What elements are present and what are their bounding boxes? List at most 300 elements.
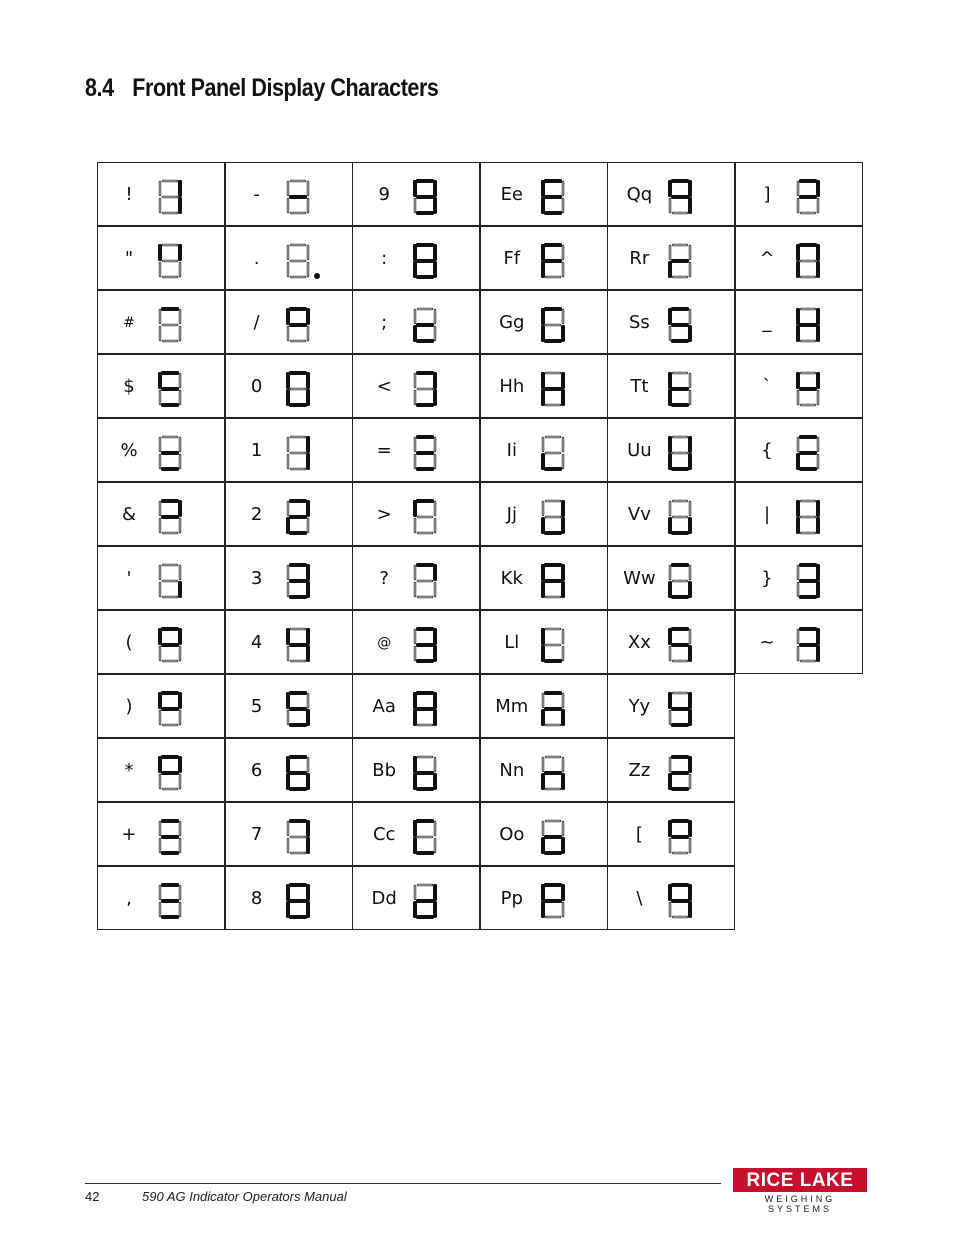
segment-e-off	[670, 902, 672, 917]
char-label: 5	[250, 696, 263, 717]
segment-f-on	[668, 628, 672, 645]
segment-g-on	[799, 387, 817, 391]
segment-c-on	[306, 581, 310, 598]
segment-e-off	[159, 582, 161, 597]
segment-b-off	[179, 565, 181, 580]
seven-segment-glyph	[284, 241, 324, 281]
segment-c-off	[179, 902, 181, 917]
segment-f-off	[670, 501, 672, 516]
segment-f-on	[286, 756, 290, 773]
segment-d-on	[544, 851, 562, 855]
segment-c-on	[433, 261, 437, 278]
segment-e-off	[159, 326, 161, 341]
segment-g-on	[161, 387, 179, 391]
char-cell	[607, 226, 735, 290]
segment-d-on	[289, 531, 307, 535]
segment-c-on	[561, 389, 565, 406]
segment-a-on	[799, 243, 817, 247]
segment-d-off	[290, 468, 306, 470]
seven-segment-glyph	[284, 177, 324, 217]
segment-c-on	[688, 645, 692, 662]
seven-segment-glyph	[539, 625, 579, 665]
segment-a-off	[290, 436, 306, 438]
segment-a-on	[416, 371, 434, 375]
segment-g-off	[290, 388, 306, 390]
segment-g-on	[416, 643, 434, 647]
segment-b-on	[178, 180, 182, 197]
segment-g-on	[416, 899, 434, 903]
segment-f-off	[414, 565, 416, 580]
segment-c-off	[562, 902, 564, 917]
char-label: )	[125, 696, 133, 717]
segment-b-off	[562, 629, 564, 644]
segment-e-off	[159, 838, 161, 853]
segment-d-off	[162, 532, 178, 534]
char-label: Uu	[627, 440, 652, 461]
segment-d-off	[545, 916, 561, 918]
char-cell	[225, 482, 353, 546]
segment-a-on	[289, 755, 307, 759]
segment-c-on	[306, 773, 310, 790]
seven-segment-glyph	[156, 561, 196, 601]
seven-segment-glyph	[156, 241, 196, 281]
char-cell	[352, 738, 480, 802]
segment-b-on	[816, 244, 820, 261]
segment-c-on	[433, 645, 437, 662]
segment-e-on	[541, 581, 545, 598]
segment-b-off	[179, 437, 181, 452]
segment-c-on	[561, 709, 565, 726]
segment-e-off	[797, 582, 799, 597]
segment-d-off	[800, 404, 816, 406]
char-cell	[480, 866, 608, 930]
segment-a-on	[416, 499, 434, 503]
char-cell	[352, 290, 480, 354]
char-cell	[480, 674, 608, 738]
segment-f-off	[287, 181, 289, 196]
segment-c-on	[306, 901, 310, 918]
segment-b-off	[690, 501, 692, 516]
seven-segment-glyph	[666, 881, 706, 921]
segment-f-off	[797, 181, 799, 196]
segment-c-off	[434, 518, 436, 533]
segment-d-off	[673, 212, 689, 214]
segment-e-off	[670, 838, 672, 853]
char-cell	[607, 738, 735, 802]
char-cell	[480, 290, 608, 354]
segment-g-on	[799, 579, 817, 583]
segment-c-on	[178, 197, 182, 214]
segment-c-off	[179, 838, 181, 853]
segment-f-on	[413, 244, 417, 261]
segment-g-off	[162, 260, 178, 262]
segment-a-on	[416, 243, 434, 247]
char-cell	[97, 674, 225, 738]
char-label: {	[761, 440, 773, 461]
segment-b-on	[178, 756, 182, 773]
segment-e-on	[668, 517, 672, 534]
segment-f-off	[542, 437, 544, 452]
segment-g-on	[161, 771, 179, 775]
segment-d-on	[289, 403, 307, 407]
char-cell	[480, 162, 608, 226]
segment-a-off	[417, 756, 433, 758]
segment-b-on	[688, 756, 692, 773]
char-cell	[352, 674, 480, 738]
segment-d-off	[673, 276, 689, 278]
segment-b-off	[690, 245, 692, 260]
segment-f-off	[670, 757, 672, 772]
segment-f-on	[668, 436, 672, 453]
seven-segment-glyph	[539, 817, 579, 857]
char-label: |	[763, 504, 771, 525]
segment-a-on	[289, 307, 307, 311]
segment-d-on	[161, 915, 179, 919]
segment-b-off	[690, 629, 692, 644]
segment-b-on	[433, 564, 437, 581]
segment-d-on	[416, 339, 434, 343]
segment-a-on	[544, 883, 562, 887]
char-cell	[97, 162, 225, 226]
segment-c-off	[179, 710, 181, 725]
segment-a-on	[161, 691, 179, 695]
segment-b-off	[179, 309, 181, 324]
segment-e-on	[796, 453, 800, 470]
segment-g-on	[416, 771, 434, 775]
char-label: 2	[250, 504, 263, 525]
seven-segment-glyph	[411, 177, 451, 217]
segment-a-on	[799, 435, 817, 439]
segment-g-on	[799, 323, 817, 327]
segment-f-on	[286, 308, 290, 325]
char-label: ;	[381, 312, 388, 333]
seven-segment-glyph	[411, 817, 451, 857]
seven-segment-glyph	[156, 881, 196, 921]
segment-g-on	[161, 643, 179, 647]
segment-a-off	[290, 180, 306, 182]
segment-d-off	[290, 660, 306, 662]
segment-b-off	[434, 757, 436, 772]
seven-segment-glyph	[666, 305, 706, 345]
section-title: Front Panel Display Characters	[132, 74, 439, 102]
seven-segment-glyph	[156, 817, 196, 857]
segment-e-on	[668, 773, 672, 790]
segment-b-off	[434, 821, 436, 836]
char-label: :	[381, 248, 388, 269]
seven-segment-glyph	[794, 305, 834, 345]
segment-c-off	[179, 454, 181, 469]
segment-e-on	[286, 389, 290, 406]
segment-a-on	[416, 563, 434, 567]
char-label: \	[636, 888, 643, 909]
segment-a-off	[673, 692, 689, 694]
segment-b-on	[306, 628, 310, 645]
segment-g-on	[544, 835, 562, 839]
char-cell	[352, 866, 480, 930]
segment-f-off	[159, 501, 161, 516]
segment-a-off	[545, 372, 561, 374]
segment-c-on	[306, 837, 310, 854]
char-cell	[735, 226, 863, 290]
seven-segment-glyph	[666, 433, 706, 473]
char-cell	[607, 418, 735, 482]
segment-c-on	[561, 837, 565, 854]
segment-c-on	[688, 325, 692, 342]
char-cell	[97, 610, 225, 674]
segment-a-off	[673, 436, 689, 438]
segment-f-on	[668, 820, 672, 837]
char-cell	[225, 674, 353, 738]
segment-a-on	[161, 627, 179, 631]
segment-f-on	[413, 500, 417, 517]
segment-d-off	[162, 276, 178, 278]
seven-segment-glyph	[539, 753, 579, 793]
seven-segment-glyph	[284, 753, 324, 793]
segment-b-on	[561, 500, 565, 517]
char-label: Kk	[500, 568, 523, 589]
segment-c-off	[179, 262, 181, 277]
segment-d-on	[671, 467, 689, 471]
segment-b-on	[433, 628, 437, 645]
segment-c-off	[817, 390, 819, 405]
seven-segment-glyph	[666, 625, 706, 665]
segment-g-off	[800, 516, 816, 518]
char-cell	[480, 738, 608, 802]
char-cell	[480, 546, 608, 610]
segment-d-on	[289, 595, 307, 599]
segment-b-on	[306, 308, 310, 325]
char-label: -	[253, 184, 260, 205]
segment-b-off	[690, 373, 692, 388]
segment-g-off	[290, 452, 306, 454]
char-cell	[480, 418, 608, 482]
segment-f-on	[541, 372, 545, 389]
char-cell	[225, 802, 353, 866]
char-cell	[607, 674, 735, 738]
segment-a-on	[161, 883, 179, 887]
segment-a-off	[800, 372, 816, 374]
segment-g-on	[416, 707, 434, 711]
seven-segment-glyph	[284, 817, 324, 857]
segment-b-on	[816, 564, 820, 581]
seven-segment-glyph	[284, 625, 324, 665]
segment-d-off	[545, 788, 561, 790]
segment-b-on	[816, 500, 820, 517]
char-label: 3	[250, 568, 263, 589]
segment-d-on	[161, 851, 179, 855]
segment-c-on	[433, 901, 437, 918]
seven-segment-glyph	[666, 561, 706, 601]
segment-d-off	[162, 724, 178, 726]
segment-f-on	[158, 628, 162, 645]
char-label: ~	[759, 632, 775, 653]
char-label: Ww	[623, 568, 656, 589]
seven-segment-glyph	[284, 433, 324, 473]
segment-d-off	[545, 596, 561, 598]
char-cell	[607, 354, 735, 418]
segment-a-off	[162, 180, 178, 182]
char-label: ,	[126, 888, 132, 909]
char-label: <	[376, 376, 392, 397]
seven-segment-glyph	[666, 369, 706, 409]
segment-a-off	[545, 500, 561, 502]
segment-f-off	[797, 437, 799, 452]
segment-a-on	[289, 819, 307, 823]
segment-f-off	[670, 565, 672, 580]
segment-g-on	[671, 835, 689, 839]
segment-e-on	[413, 709, 417, 726]
char-label: 6	[250, 760, 263, 781]
segment-e-off	[159, 646, 161, 661]
segment-c-on	[688, 197, 692, 214]
char-label: [	[635, 824, 643, 845]
segment-b-off	[562, 821, 564, 836]
char-cell	[225, 418, 353, 482]
segment-e-on	[796, 517, 800, 534]
segment-c-off	[179, 774, 181, 789]
segment-f-on	[158, 756, 162, 773]
seven-segment-glyph	[794, 369, 834, 409]
segment-d-on	[416, 787, 434, 791]
char-label: ^	[759, 248, 775, 269]
segment-a-off	[673, 244, 689, 246]
segment-f-off	[287, 821, 289, 836]
segment-c-on	[433, 389, 437, 406]
segment-d-off	[545, 276, 561, 278]
segment-d-on	[544, 211, 562, 215]
segment-g-off	[417, 516, 433, 518]
segment-f-off	[414, 885, 416, 900]
seven-segment-glyph	[411, 369, 451, 409]
segment-c-on	[816, 261, 820, 278]
logo-subtext: WEIGHING SYSTEMS	[764, 1194, 836, 1214]
segment-e-on	[413, 901, 417, 918]
segment-a-on	[544, 243, 562, 247]
segment-c-off	[179, 646, 181, 661]
char-cell	[607, 802, 735, 866]
char-cell	[97, 482, 225, 546]
segment-f-off	[159, 885, 161, 900]
segment-b-off	[307, 181, 309, 196]
segment-e-on	[541, 197, 545, 214]
char-cell	[735, 354, 863, 418]
char-cell	[97, 546, 225, 610]
segment-a-on	[289, 691, 307, 695]
segment-g-on	[799, 643, 817, 647]
segment-b-off	[179, 821, 181, 836]
segment-b-off	[690, 565, 692, 580]
segment-g-on	[671, 899, 689, 903]
seven-segment-glyph	[539, 433, 579, 473]
char-cell	[225, 162, 353, 226]
segment-a-off	[290, 244, 306, 246]
segment-a-on	[671, 627, 689, 631]
segment-g-on	[671, 771, 689, 775]
seven-segment-glyph	[284, 369, 324, 409]
segment-a-on	[799, 179, 817, 183]
segment-b-on	[688, 436, 692, 453]
segment-d-off	[673, 852, 689, 854]
segment-d-off	[800, 212, 816, 214]
segment-e-off	[414, 582, 416, 597]
segment-g-on	[289, 323, 307, 327]
segment-a-on	[671, 819, 689, 823]
segment-a-on	[416, 435, 434, 439]
char-label: #	[123, 315, 135, 331]
segment-d-on	[289, 787, 307, 791]
segment-d-on	[416, 403, 434, 407]
segment-f-on	[668, 692, 672, 709]
segment-c-on	[306, 645, 310, 662]
seven-segment-glyph	[539, 369, 579, 409]
segment-f-on	[158, 244, 162, 261]
seven-segment-glyph	[411, 561, 451, 601]
segment-b-off	[562, 245, 564, 260]
segment-e-on	[796, 261, 800, 278]
segment-d-on	[544, 659, 562, 663]
char-label: Yy	[628, 696, 651, 717]
segment-e-off	[159, 198, 161, 213]
seven-segment-glyph	[284, 561, 324, 601]
segment-d-on	[799, 595, 817, 599]
segment-a-on	[671, 307, 689, 311]
segment-g-off	[290, 836, 306, 838]
char-label: Ss	[628, 312, 650, 333]
seven-segment-glyph	[794, 497, 834, 537]
segment-b-on	[178, 500, 182, 517]
segment-g-on	[544, 771, 562, 775]
char-cell	[97, 802, 225, 866]
segment-g-on	[289, 707, 307, 711]
segment-a-off	[162, 244, 178, 246]
char-label: Ll	[504, 632, 520, 653]
segment-a-off	[673, 500, 689, 502]
char-cell	[225, 738, 353, 802]
segment-e-on	[541, 389, 545, 406]
segment-e-off	[670, 646, 672, 661]
segment-g-on	[161, 835, 179, 839]
segment-c-on	[561, 517, 565, 534]
segment-b-off	[562, 757, 564, 772]
segment-f-off	[159, 565, 161, 580]
seven-segment-glyph	[794, 241, 834, 281]
char-cell	[97, 226, 225, 290]
segment-e-on	[541, 901, 545, 918]
segment-b-on	[816, 628, 820, 645]
char-cell	[735, 482, 863, 546]
segment-c-on	[688, 709, 692, 726]
segment-a-on	[544, 563, 562, 567]
char-label: Dd	[371, 888, 397, 909]
segment-c-off	[179, 518, 181, 533]
page-number: 42	[85, 1189, 100, 1204]
segment-c-on	[178, 581, 182, 598]
segment-f-on	[668, 884, 672, 901]
seven-segment-glyph	[666, 753, 706, 793]
segment-b-on	[816, 308, 820, 325]
segment-a-off	[545, 820, 561, 822]
segment-b-on	[178, 692, 182, 709]
manual-title: 590 AG Indicator Operators Manual	[142, 1189, 347, 1204]
seven-segment-glyph	[411, 497, 451, 537]
segment-a-on	[161, 371, 179, 375]
seven-segment-glyph	[539, 497, 579, 537]
char-label: .	[253, 248, 260, 269]
segment-c-on	[306, 709, 310, 726]
seven-segment-glyph	[666, 497, 706, 537]
segment-a-on	[671, 563, 689, 567]
char-label: '	[126, 568, 132, 589]
